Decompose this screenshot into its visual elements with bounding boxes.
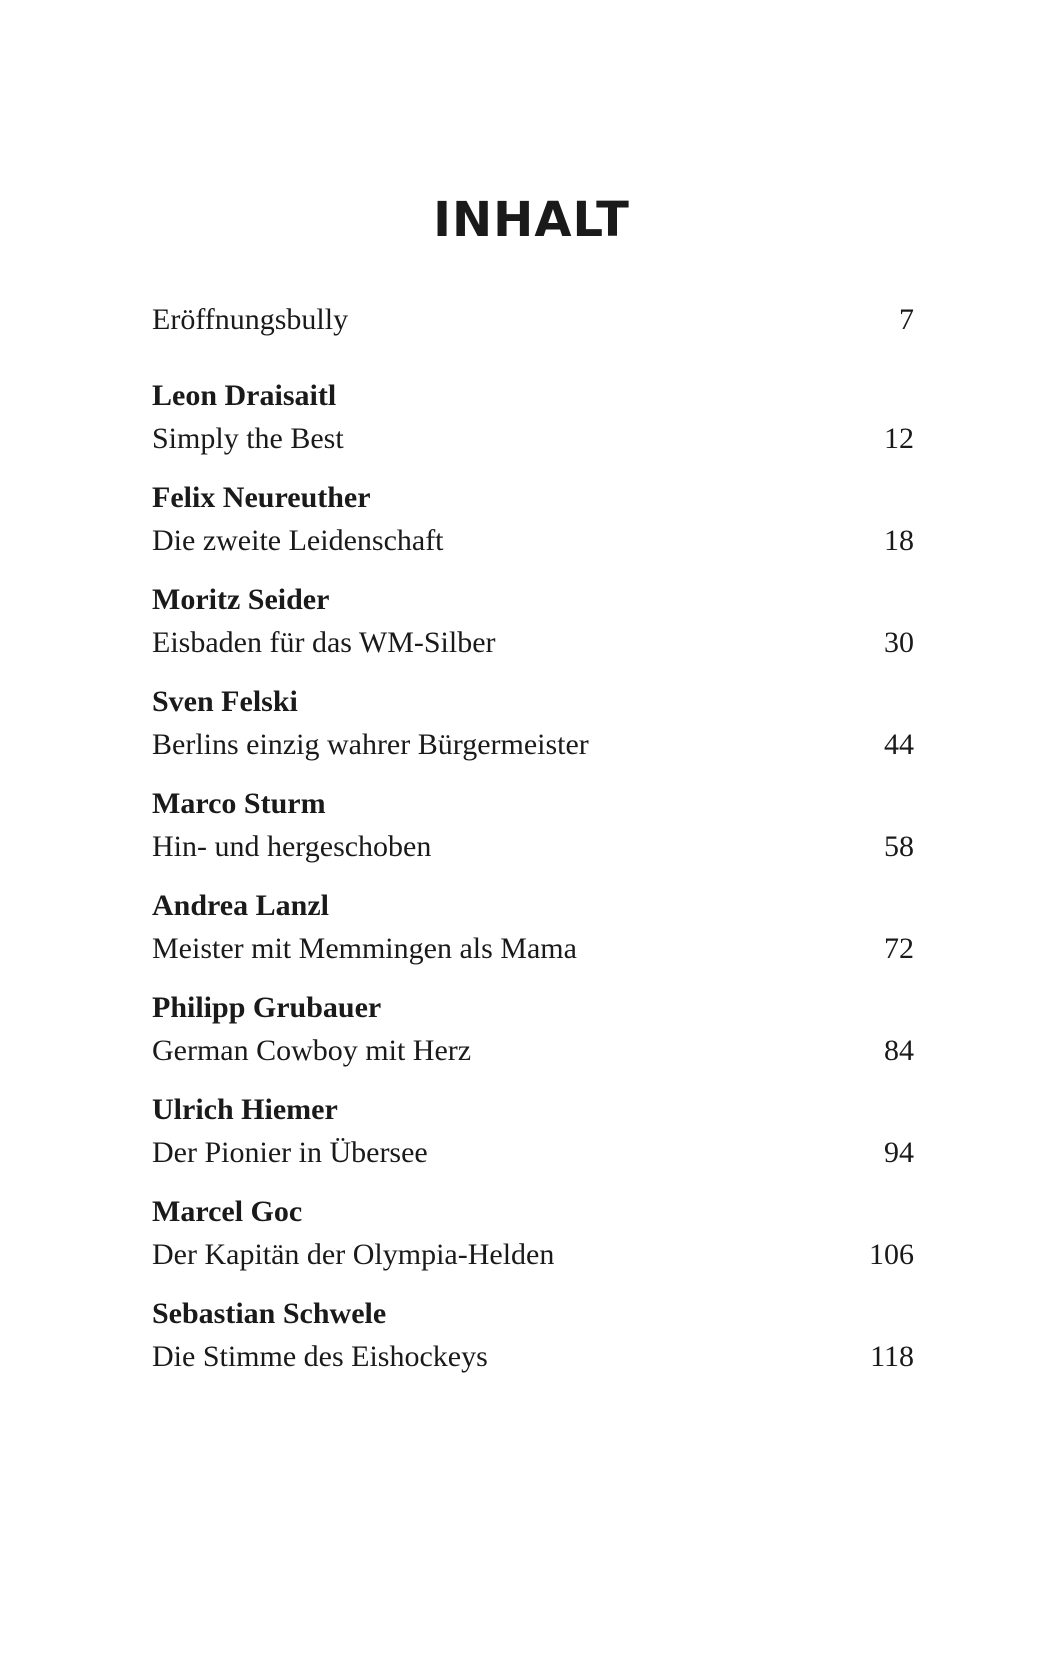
toc-entry-subtitle: Meister mit Memmingen als Mama — [152, 932, 577, 965]
toc-entry-line — [152, 621, 914, 664]
toc-intro-entry — [152, 298, 914, 341]
toc-entry-subtitle: Hin- und hergeschoben — [152, 830, 432, 863]
toc-entry-subtitle: Simply the Best — [152, 422, 344, 455]
toc-entry-name: Andrea Lanzl — [152, 889, 329, 922]
toc-entry-subtitle: Eisbaden für das WM-Silber — [152, 626, 496, 659]
toc-entry — [152, 1190, 914, 1276]
toc-entry-name: Philipp Grubauer — [152, 991, 382, 1024]
toc-entry-subtitle: German Cowboy mit Herz — [152, 1034, 472, 1067]
toc-entry — [152, 680, 914, 766]
toc-entry-name: Moritz Seider — [152, 583, 330, 616]
toc-entry-line — [152, 1029, 914, 1072]
toc-entry-page-number: 30 — [884, 626, 914, 659]
toc-entry-page-number: 106 — [869, 1238, 914, 1271]
toc-intro-page-number: 7 — [899, 303, 914, 336]
toc-entry-line — [152, 825, 914, 868]
toc-entry-line — [152, 417, 914, 460]
toc-entry-line — [152, 927, 914, 970]
toc-entry-subtitle: Der Kapitän der Olympia-Helden — [152, 1238, 555, 1271]
toc-entry-page-number: 58 — [884, 830, 914, 863]
toc-entry — [152, 1088, 914, 1174]
toc-entry-name: Ulrich Hiemer — [152, 1093, 338, 1126]
toc-entry-subtitle: Der Pionier in Übersee — [152, 1136, 428, 1169]
page-title: INHALT — [433, 192, 630, 248]
toc-intro-title: Eröffnungsbully — [152, 303, 349, 336]
table-of-contents — [152, 298, 914, 1394]
toc-entry-name: Leon Draisaitl — [152, 379, 337, 412]
toc-entry — [152, 782, 914, 868]
toc-entry-subtitle: Die Stimme des Eishockeys — [152, 1340, 488, 1373]
toc-entry — [152, 1292, 914, 1378]
toc-entry-name: Felix Neureuther — [152, 481, 371, 514]
toc-entry-page-number: 94 — [884, 1136, 914, 1169]
toc-entry-page-number: 72 — [884, 932, 914, 965]
toc-entry — [152, 374, 914, 460]
toc-entry-line — [152, 1335, 914, 1378]
toc-entry-name: Marco Sturm — [152, 787, 326, 820]
toc-entry — [152, 986, 914, 1072]
toc-entry — [152, 578, 914, 664]
toc-entry-line — [152, 1131, 914, 1174]
toc-entry-name: Sebastian Schwele — [152, 1297, 387, 1330]
toc-entry-page-number: 18 — [884, 524, 914, 557]
toc-entry-page-number: 12 — [884, 422, 914, 455]
toc-entry-subtitle: Die zweite Leidenschaft — [152, 524, 444, 557]
toc-entry-subtitle: Berlins einzig wahrer Bürgermeister — [152, 728, 589, 761]
toc-entry-name: Sven Felski — [152, 685, 298, 718]
toc-entry-line — [152, 1233, 914, 1276]
toc-entry — [152, 884, 914, 970]
toc-entry-page-number: 84 — [884, 1034, 914, 1067]
toc-entry-line — [152, 519, 914, 562]
toc-entry-page-number: 118 — [870, 1340, 914, 1373]
toc-entry-page-number: 44 — [884, 728, 914, 761]
toc-entry-name: Marcel Goc — [152, 1195, 303, 1228]
toc-entry — [152, 476, 914, 562]
toc-entry-line — [152, 723, 914, 766]
